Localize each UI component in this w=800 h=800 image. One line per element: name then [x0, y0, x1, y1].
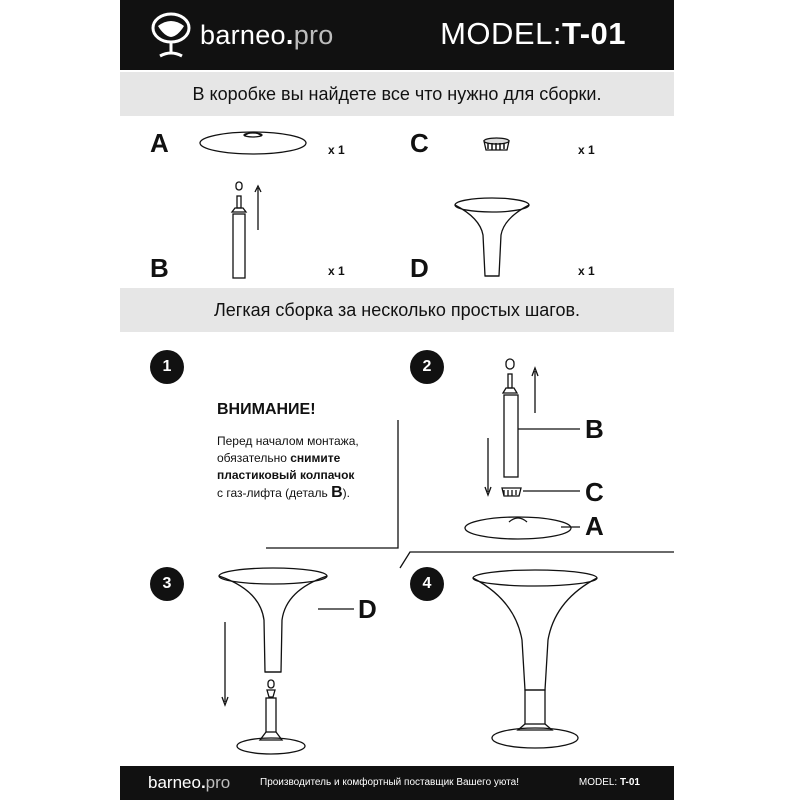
part-letter-b: B — [150, 253, 169, 283]
part-qty-d: x 1 — [578, 264, 595, 278]
part-letter-c: C — [410, 128, 429, 158]
divider-line-step-2 — [400, 552, 674, 568]
assembly-illustrations — [120, 0, 674, 800]
warning-line-4: с газ-лифта (деталь B). — [217, 484, 350, 501]
part-a-base-drawing — [200, 132, 306, 154]
step-3-drawing — [219, 568, 354, 754]
step-2-badge: 2 — [410, 350, 444, 384]
steps-banner: Легкая сборка за несколько простых шагов. — [120, 288, 674, 332]
divider-line-step-1 — [266, 420, 398, 548]
part-d-tabletop-drawing — [455, 198, 529, 276]
instruction-sheet — [120, 0, 674, 800]
step-3-badge: 3 — [150, 567, 184, 601]
part-qty-a: x 1 — [328, 143, 345, 157]
step-4-drawing — [473, 570, 597, 748]
warning-line-2: обязательно снимите — [217, 451, 341, 465]
footer-brand: barneo.pro — [148, 773, 231, 792]
callout-a: A — [585, 511, 604, 541]
callout-b: B — [585, 414, 604, 444]
part-qty-b: x 1 — [328, 264, 345, 278]
part-qty-c: x 1 — [578, 143, 595, 157]
callout-d: D — [358, 594, 377, 624]
footer-model: MODEL: T-01 — [578, 777, 640, 788]
callout-c: C — [585, 477, 604, 507]
step-1-badge: 1 — [150, 350, 184, 384]
footer-bar — [120, 766, 674, 800]
contents-banner: В коробке вы найдете все что нужно для сборки. — [120, 72, 674, 116]
part-letter-d: D — [410, 253, 429, 283]
part-c-bearing-drawing — [484, 138, 509, 150]
step-4-badge: 4 — [410, 567, 444, 601]
warning-title: ВНИМАНИЕ! — [217, 401, 316, 418]
model-title: MODEL:T-01 — [440, 16, 626, 51]
brand-name: barneo.pro — [200, 20, 334, 50]
part-letter-a: A — [150, 128, 169, 158]
part-b-gaslift-drawing — [232, 182, 261, 278]
warning-line-1: Перед началом монтажа, — [217, 434, 359, 448]
footer-slogan: Производитель и комфортный поставщик Вашего уюта! — [260, 777, 519, 788]
step-2-drawing — [465, 359, 580, 539]
warning-line-3: пластиковый колпачок — [217, 468, 355, 482]
